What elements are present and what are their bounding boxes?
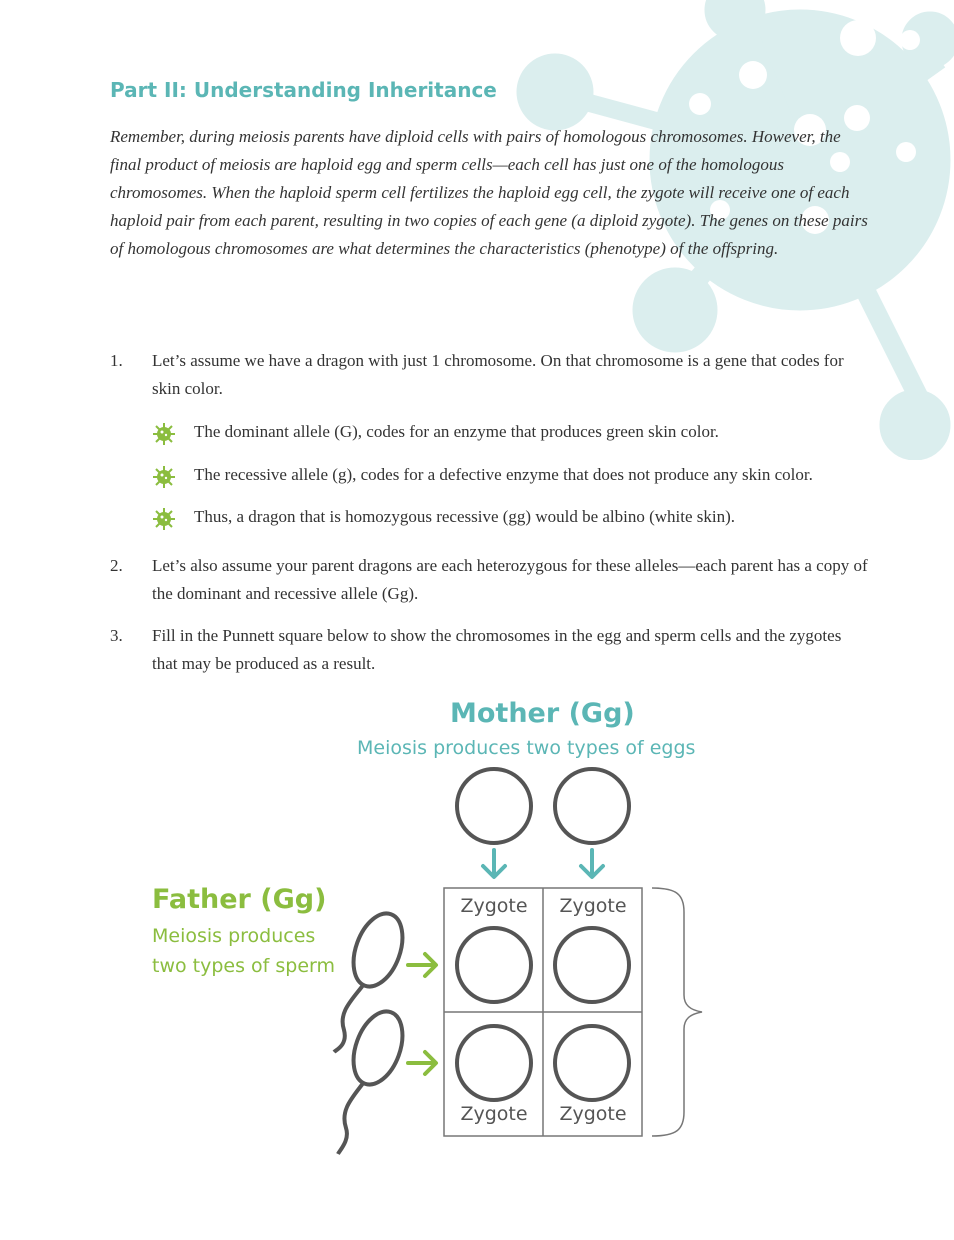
zygote-label: Zygote bbox=[559, 1103, 627, 1125]
bullet-text: Thus, a dragon that is homozygous recessive (gg) would be albino (white skin). bbox=[194, 507, 736, 526]
list-item-number: 1. bbox=[110, 351, 123, 370]
bullet-text: The dominant allele (G), codes for an enzyme that produces green skin color. bbox=[194, 422, 719, 441]
right-arrow-icon bbox=[408, 954, 436, 1074]
zygote-circle[interactable] bbox=[555, 928, 629, 1002]
intro-paragraph: Remember, during meiosis parents have diploid cells with pairs of homologous chromosomes. However, the final product of meiosis are haploid egg and sperm cells—each cell has just one of the homologous chromosomes. When the haploid sperm cell fertilizes the haploid egg cell, the zygote will receive one of each haploid pair from each parent, resulting in two copies of each gene (a diploid zygote). The genes on these pairs of homologous chromosomes are what determines the characteristics (phenotype) of the offspring. bbox=[110, 127, 868, 258]
bracket-brace bbox=[652, 888, 702, 1136]
list-item-text: Let’s assume we have a dragon with just 1 chromosome. On that chromosome is a gene that codes for skin color. bbox=[152, 351, 844, 398]
zygote-label: Zygote bbox=[559, 895, 627, 917]
sperm-icon[interactable] bbox=[334, 907, 412, 1154]
list-item-text: Let’s also assume your parent dragons are each heterozygous for these alleles—each parent has a copy of the dominant and recessive allele (Gg). bbox=[152, 556, 868, 603]
egg-circle-1[interactable] bbox=[457, 769, 531, 843]
list-item-number: 2. bbox=[110, 556, 123, 575]
zygote-circle[interactable] bbox=[457, 1026, 531, 1100]
zygote-circle[interactable] bbox=[457, 928, 531, 1002]
zygote-label: Zygote bbox=[460, 1103, 528, 1125]
egg-circle-2[interactable] bbox=[555, 769, 629, 843]
section-heading: Part II: Understanding Inheritance bbox=[110, 78, 497, 102]
mother-subtitle: Meiosis produces two types of eggs bbox=[357, 737, 696, 759]
mother-title: Mother (Gg) bbox=[450, 698, 635, 729]
list-item-number: 3. bbox=[110, 626, 123, 645]
father-subtitle: Meiosis produces two types of sperm bbox=[152, 925, 336, 977]
father-title: Father (Gg) bbox=[152, 884, 327, 915]
down-arrow-icon bbox=[483, 850, 603, 877]
zygote-circle[interactable] bbox=[555, 1026, 629, 1100]
zygote-label: Zygote bbox=[460, 895, 528, 917]
bullet-text: The recessive allele (g), codes for a defective enzyme that does not produce any skin color. bbox=[194, 465, 813, 484]
list-item-text: Fill in the Punnett square below to show the chromosomes in the egg and sperm cells and the zygotes that may be produced as a result. bbox=[152, 626, 842, 673]
